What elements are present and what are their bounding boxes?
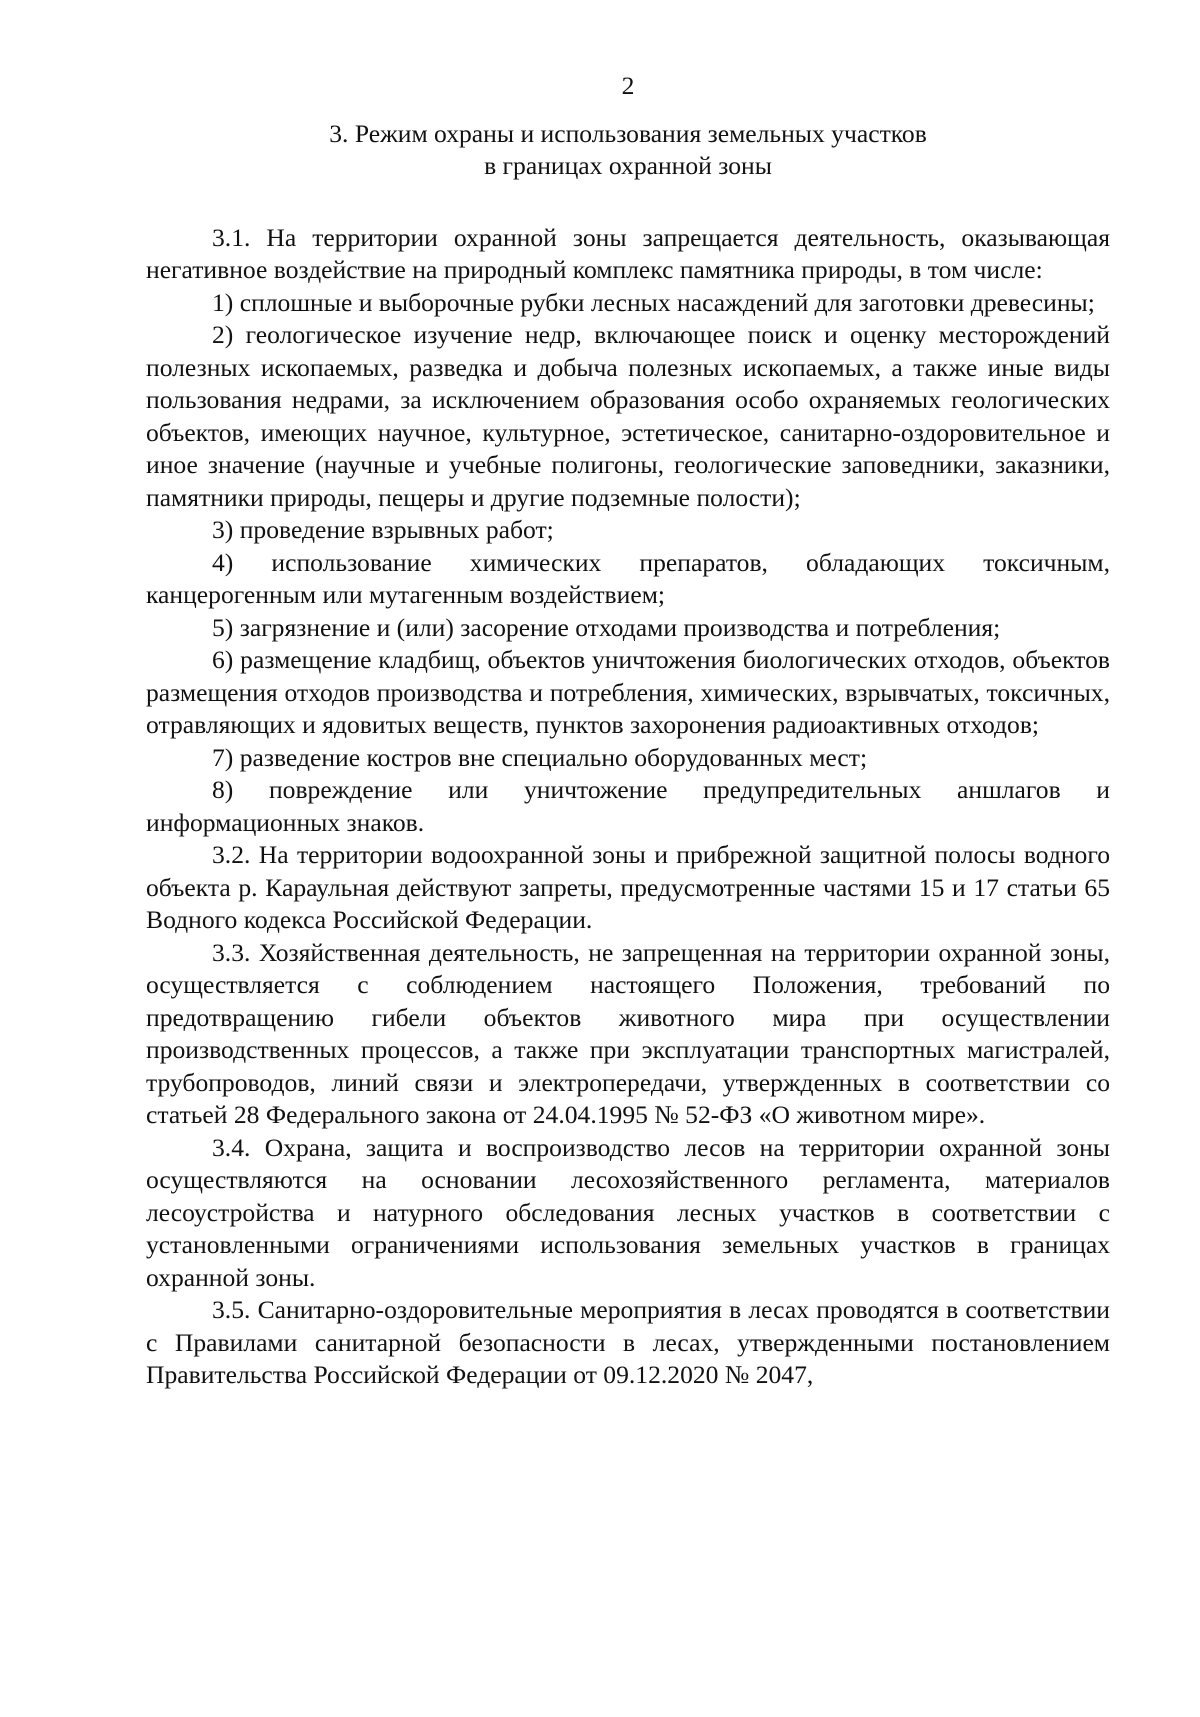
section-title — [146, 118, 1110, 183]
list-item-8: 8) повреждение или уничтожение предупредительных аншлагов и информационных знаков. — [146, 775, 1110, 837]
list-item-1: 1) сплошные и выборочные рубки лесных насаждений для заготовки древесины; — [212, 287, 1095, 317]
list-item-7: 7) разведение костров вне специально оборудованных мест; — [212, 742, 868, 772]
section-title-line-2: в границах охранной зоны — [484, 151, 772, 180]
list-item-3: 3) проведение взрывных работ; — [212, 515, 554, 544]
list-item-4: 4) использование химических препаратов, обладающих токсичным, канцерогенным или мутагенным воздействием; — [146, 547, 1110, 609]
list-item-5: 5) загрязнение и (или) засорение отходами производства и потребления; — [212, 612, 1001, 642]
paragraph-3-4: 3.4. Охрана, защита и воспроизводство лесов на территории охранной зоны осуществляются на основании лесохозяйственного регламента, материалов лесоустройства и натурного обследования лесных участков в соответствии с установленными ограничениями использования земельных участков в границах охранной зоны. — [146, 1132, 1110, 1292]
paragraph-3-3: 3.3. Хозяйственная деятельность, не запрещенная на территории охранной зоны, осуществляется с соблюдением настоящего Положения, требований по предотвращению гибели объектов животного мира при осуществлении производственных процессов, а также при эксплуатации транспортных магистралей, трубопроводов, линий связи и электропередачи, утвержденных в соответствии со статьей 28 Федерального закона от 24.04.1995 № 52-ФЗ «О животном мире». — [146, 937, 1110, 1129]
paragraph-3-2: 3.2. На территории водоохранной зоны и прибрежной защитной полосы водного объекта р. Караульная действуют запреты, предусмотренные частями 15 и 17 статьи 65 Водного кодекса Российской Федерации. — [146, 840, 1110, 934]
list-item-2: 2) геологическое изучение недр, включающее поиск и оценку месторождений полезных ископаемых, разведка и добыча полезных ископаемых, а также иные виды пользования недрами, за исключением образования особо охраняемых геологических объектов, имеющих научное, культурное, эстетическое, санитарно-оздоровительное и иное значение (научные и учебные полигоны, геологические заповедники, заказники, памятники природы, пещеры и другие подземные полости); — [146, 320, 1110, 512]
paragraph-3-1: 3.1. На территории охранной зоны запрещается деятельность, оказывающая негативное воздействие на природный комплекс памятника природы, в том числе: — [146, 222, 1110, 284]
paragraph-3-5: 3.5. Санитарно-оздоровительные мероприятия в лесах проводятся в соответствии с Правилами санитарной безопасности в лесах, утвержденными постановлением Правительства Российской Федерации от 09.12.2020 № 2047, — [146, 1295, 1110, 1389]
document-body — [146, 222, 1110, 1392]
section-title-line-1: 3. Режим охраны и использования земельных участков — [329, 118, 927, 148]
page-number: 2 — [621, 71, 635, 100]
list-item-6: 6) размещение кладбищ, объектов уничтожения биологических отходов, объектов размещения отходов производства и потребления, химических, взрывчатых, токсичных, отравляющих и ядовитых веществ, пунктов захоронения радиоактивных отходов; — [146, 645, 1110, 739]
